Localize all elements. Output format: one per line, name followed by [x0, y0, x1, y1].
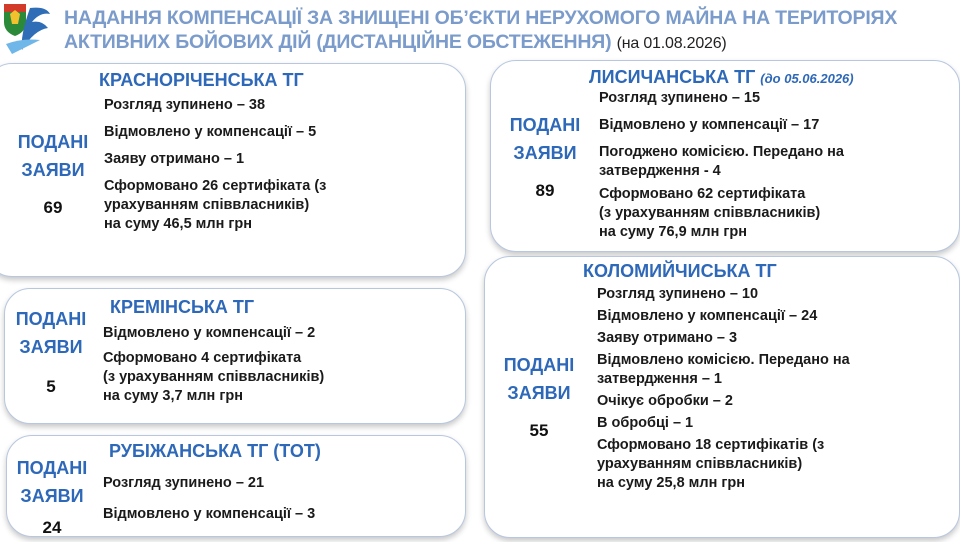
status-list — [104, 96, 454, 234]
submitted-block — [497, 111, 593, 205]
submitted-block — [5, 305, 97, 401]
card-title: КОЛОМИЙЧИСЬКА ТГ — [583, 261, 777, 281]
card-title-note: (до 05.06.2026) — [760, 71, 854, 86]
submitted-label-2: ЗАЯВИ — [19, 337, 83, 357]
submitted-label-2: ЗАЯВИ — [20, 486, 84, 506]
submitted-count: 24 — [42, 518, 62, 537]
list-item: Розгляд зупинено – 38 — [104, 97, 266, 113]
list-item: Погоджено комісією. Передано на затвердження - 4 — [599, 144, 844, 179]
submitted-label-2: ЗАЯВИ — [21, 160, 85, 180]
status-list — [103, 474, 458, 524]
list-item: Розгляд зупинено – 15 — [599, 90, 761, 106]
list-item: Відмовлено у компенсації – 3 — [103, 506, 316, 522]
page-title — [64, 6, 954, 56]
list-item: Відмовлено у компенсації – 17 — [599, 117, 820, 133]
submitted-label-2: ЗАЯВИ — [513, 143, 577, 163]
card-title — [589, 67, 854, 88]
card-title: КРЕМІНСЬКА ТГ — [110, 297, 255, 317]
card-kreminska — [4, 288, 466, 424]
list-item: Відмовлено комісією. Передано на затвердження – 1 — [597, 352, 850, 387]
submitted-label: ПОДАНІ — [509, 115, 581, 135]
card-title: РУБІЖАНСЬКА ТГ (ТОТ) — [109, 441, 321, 461]
card-kolomyichyska — [484, 256, 960, 538]
status-list — [103, 324, 458, 406]
list-item: Відмовлено у компенсації – 2 — [103, 325, 316, 341]
region-coat-of-arms-logo — [2, 0, 52, 62]
list-item: Сформовано 4 сертифіката (з урахуванням співвласників) на суму 3,7 млн грн — [103, 350, 325, 404]
list-item: Розгляд зупинено – 10 — [597, 286, 759, 302]
submitted-count: 69 — [43, 198, 63, 217]
submitted-block — [9, 128, 97, 222]
submitted-count: 5 — [46, 377, 56, 396]
list-item: Сформовано 62 сертифіката (з урахуванням співвласників) на суму 76,9 млн грн — [599, 186, 821, 240]
list-item: В обробці – 1 — [597, 415, 694, 431]
submitted-label-2: ЗАЯВИ — [507, 383, 571, 403]
card-rubizhanska — [6, 435, 466, 537]
report-date: (на 01.08.2026) — [616, 35, 727, 52]
card-lysychanska — [490, 60, 960, 252]
list-item: Сформовано 18 сертифікатів (з урахуванням співвласників) на суму 25,8 млн грн — [597, 437, 825, 491]
card-krasnorichenska — [0, 63, 466, 277]
card-title: КРАСНОРІЧЕНСЬКА ТГ — [99, 70, 304, 90]
submitted-block — [493, 351, 585, 445]
list-item: Заяву отримано – 1 — [104, 151, 245, 167]
submitted-label: ПОДАНІ — [17, 132, 89, 152]
list-item: Сформовано 26 сертифіката (з урахуванням співвласників) на суму 46,5 млн грн — [104, 178, 327, 232]
submitted-label: ПОДАНІ — [15, 309, 87, 329]
status-list — [599, 89, 949, 242]
list-item: Очікує обробки – 2 — [597, 393, 733, 409]
status-list — [597, 285, 952, 493]
list-item: Заяву отримано – 3 — [597, 330, 738, 346]
submitted-count: 89 — [535, 181, 555, 200]
list-item: Відмовлено у компенсації – 5 — [104, 124, 317, 140]
submitted-count: 55 — [529, 421, 549, 440]
list-item: Відмовлено у компенсації – 24 — [597, 308, 818, 324]
title-line-1: НАДАННЯ КОМПЕНСАЦІЇ ЗА ЗНИЩЕНІ ОБ’ЄКТИ НЕРУХОМОГО МАЙНА НА ТЕРИТОРІЯХ — [64, 7, 898, 29]
submitted-label: ПОДАНІ — [503, 355, 575, 375]
list-item: Розгляд зупинено – 21 — [103, 475, 265, 491]
submitted-block — [9, 454, 95, 542]
card-title-text: ЛИСИЧАНСЬКА ТГ — [589, 67, 756, 87]
title-line-2: АКТИВНИХ БОЙОВИХ ДІЙ (ДИСТАНЦІЙНЕ ОБСТЕЖЕННЯ) — [64, 31, 612, 53]
submitted-label: ПОДАНІ — [16, 458, 88, 478]
